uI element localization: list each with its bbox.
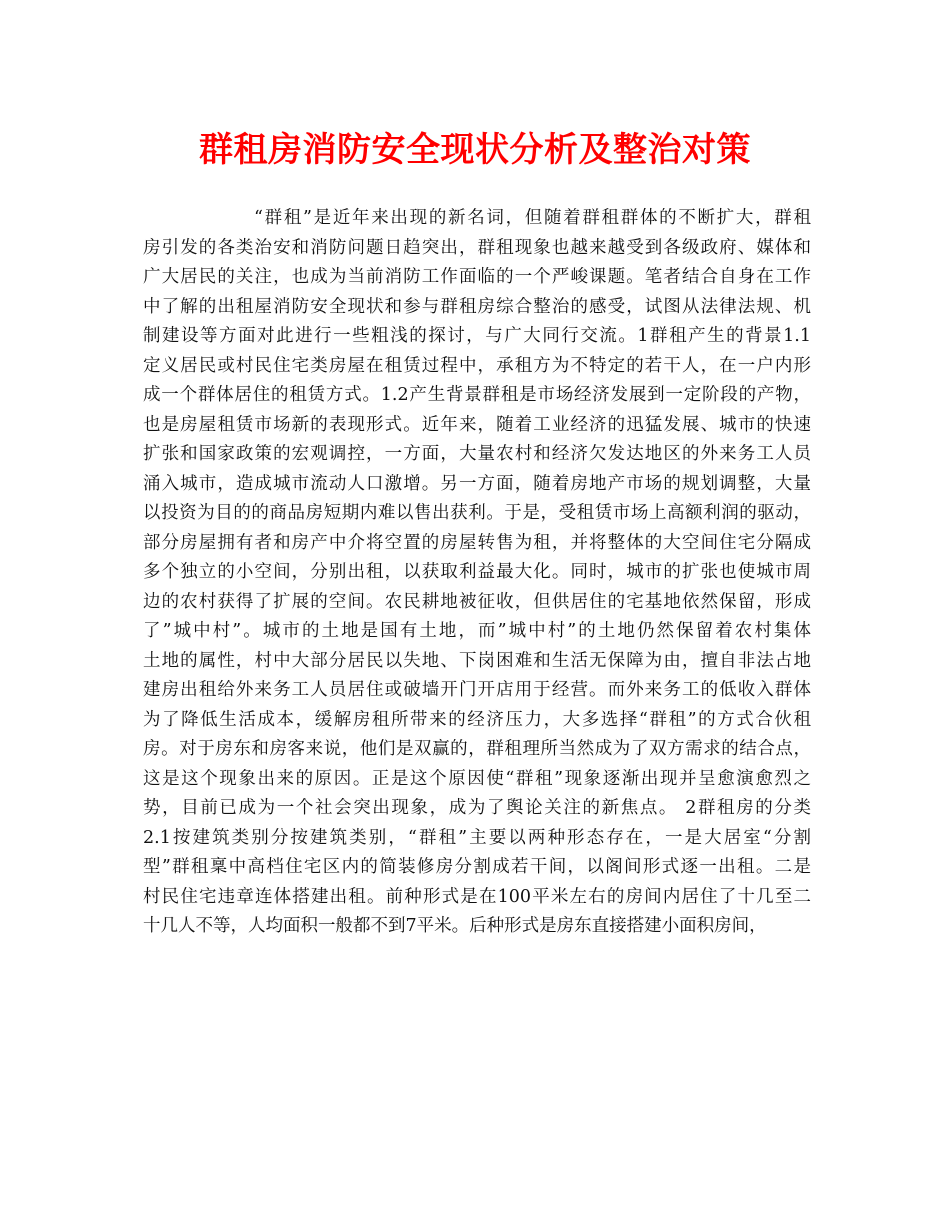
body-line-18: 为了降低生活成本，缓解房租所带来的经济压力，大多选择“群租”的方式合伙租 (143, 709, 811, 730)
body-line-13: 多个独立的小空间，分别出租，以获取利益最大化。同时，城市的扩张也使城市周 (143, 562, 811, 582)
body-line-15: 了”城中村”。城市的土地是国有土地，而”城中村”的土地仍然保留着农村集体 (143, 621, 811, 641)
body-line-16: 土地的属性，村中大部分居民以失地、下岗困难和生活无保障为由，擅自非法占地 (143, 650, 811, 671)
body-line-25: 十几人不等，人均面积一般都不到7平米。后种形式是房东直接搭建小面积房间， (143, 916, 767, 936)
body-line-7: 成一个群体居住的租赁方式。1.2产生背景群租是市场经济发展到一定阶段的产物， (143, 385, 811, 405)
body-line-17: 建房出租给外来务工人员居住或破墙开门开店用于经营。而外来务工的低收入群体 (143, 680, 811, 700)
document-title: 群租房消防安全现状分析及整治对策 (199, 130, 751, 170)
body-line-19: 房。对于房东和房客来说，他们是双赢的，群租理所当然成为了双方需求的结合点， (143, 739, 811, 759)
body-line-23: 型”群租稟中高档住宅区内的简装修房分割成若干间，以阁间形式逐一出租。二是 (143, 857, 811, 877)
body-line-1: “群租”是近年来出现的新名词，但随着群租群体的不断扩大，群租 (254, 208, 811, 228)
body-line-8: 也是房屋租赁市场新的表现形式。近年来，随着工业经济的迅猛发展、城市的快速 (143, 414, 811, 435)
body-line-6: 定义居民或村民住宅类房屋在租赁过程中，承租方为不特定的若干人，在一户内形 (143, 355, 811, 376)
body-line-4: 中了解的出租屋消防安全现状和参与群租房综合整治的感受，试图从法律法规、机 (143, 296, 811, 317)
body-line-10: 涌入城市，造成城市流动人口激增。另一方面，随着房地产市场的规划调整，大量 (143, 473, 811, 494)
body-line-12: 部分房屋拥有者和房产中介将空置的房屋转售为租，并将整体的大空间住宅分隔成 (143, 532, 811, 553)
body-line-3: 广大居民的关注，也成为当前消防工作面临的一个严峻课题。笔者结合自身在工作 (143, 267, 811, 287)
body-line-2: 房引发的各类治安和消防问题日趋突出，群租现象也越来越受到各级政府、媒体和 (143, 237, 811, 258)
body-line-20: 这是这个现象出来的原因。正是这个原因使“群租”现象逐渐出现并呈愈演愈烈之 (143, 768, 811, 789)
body-line-24: 村民住宅违章连体搭建出租。前种形式是在100平米左右的房间内居住了十几至二 (143, 886, 811, 907)
body-line-21: 势，目前已成为一个社会突出现象，成为了舆论关注的新焦点。 2群租房的分类 (143, 798, 811, 818)
body-line-5: 制建设等方面对此进行一些粗浅的探讨，与广大同行交流。1群租产生的背景1.1 (143, 326, 811, 346)
body-line-11: 以投资为目的的商品房短期内难以售出获利。于是，受租赁市场上高额利润的驱动， (143, 503, 811, 523)
body-line-14: 边的农村获得了扩展的空间。农民耕地被征收，但供居住的宅基地依然保留，形成 (143, 591, 811, 612)
body-line-22: 2.1按建筑类别分按建筑类别，“群租”主要以两种形态存在，一是大居室“分割 (143, 827, 811, 848)
body-line-9: 扩张和国家政策的宏观调控，一方面，大量农村和经济欠发达地区的外来务工人员 (143, 444, 811, 464)
document-body (143, 204, 811, 942)
